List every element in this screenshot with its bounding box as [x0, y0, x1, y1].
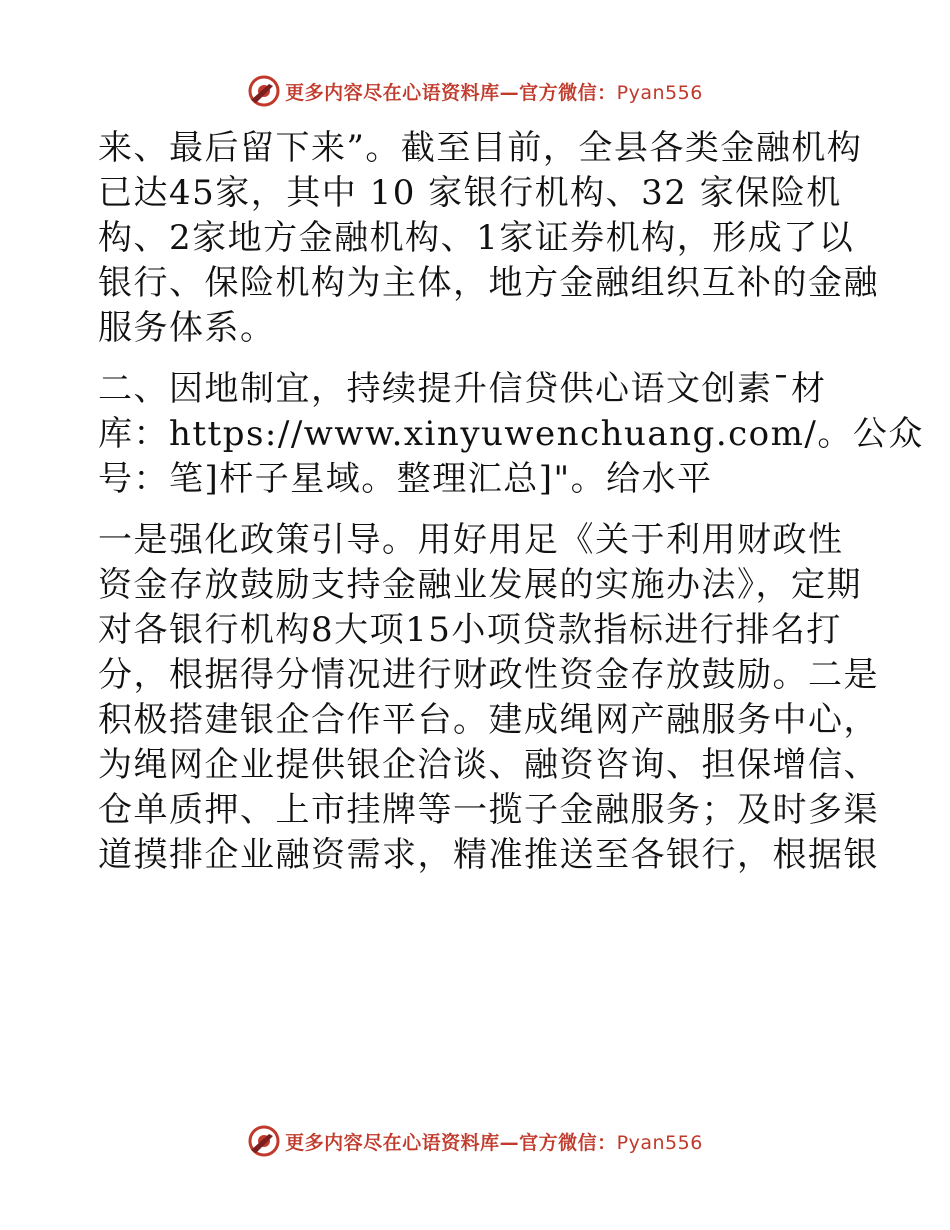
- header-watermark-banner: [0, 69, 950, 113]
- text-line: 道摸排企业融资需求，精准推送至各银行，根据银: [98, 835, 879, 875]
- paragraph-2: [98, 367, 924, 502]
- banner-text: 更多内容尽在心语资料库—官方微信：Pyan556: [285, 81, 703, 104]
- text-line: 服务体系。: [98, 308, 276, 348]
- text-line: 二、因地制宜，持续提升信贷供心语文创素¯材: [98, 369, 827, 409]
- text-line: 库：https://www.xinyuwenchuang.com/。公众: [98, 414, 924, 454]
- text-line: 一是强化政策引导。用好用足《关于利用财政性: [98, 520, 844, 560]
- text-line: 号：笔]杆子星域。整理汇总]"。给水平: [98, 459, 713, 499]
- text-line: 对各银行机构8大项15小项贷款指标进行排名打: [98, 610, 842, 650]
- text-line: 来、最后留下来”。截至目前，全县各类金融机构: [98, 128, 863, 168]
- text-line: 资金存放鼓励支持金融业发展的实施办法》，定期: [98, 565, 862, 605]
- text-line: 构、2家地方金融机构、1家证券机构，形成了以: [98, 218, 855, 258]
- paragraph-1: [98, 126, 879, 351]
- text-line: 分，根据得分情况进行财政性资金存放鼓励。二是: [98, 655, 879, 695]
- banner-text: 更多内容尽在心语资料库—官方微信：Pyan556: [285, 1131, 703, 1154]
- document-body: [98, 126, 924, 878]
- text-line: 银行、保险机构为主体，地方金融组织互补的金融: [98, 263, 879, 303]
- brand-logo-icon: [247, 1124, 281, 1158]
- brand-logo-icon: [247, 74, 281, 108]
- text-line: 积极搭建银企合作平台。建成绳网产融服务中心，: [98, 700, 879, 740]
- text-line: 仓单质押、上市挂牌等一揽子金融服务；及时多渠: [98, 790, 879, 830]
- paragraph-3: [98, 518, 879, 878]
- text-line: 已达45家，其中 10 家银行机构、32 家保险机: [98, 173, 842, 213]
- footer-watermark-banner: [0, 1119, 950, 1163]
- text-line: 为绳网企业提供银企洽谈、融资咨询、担保增信、: [98, 745, 879, 785]
